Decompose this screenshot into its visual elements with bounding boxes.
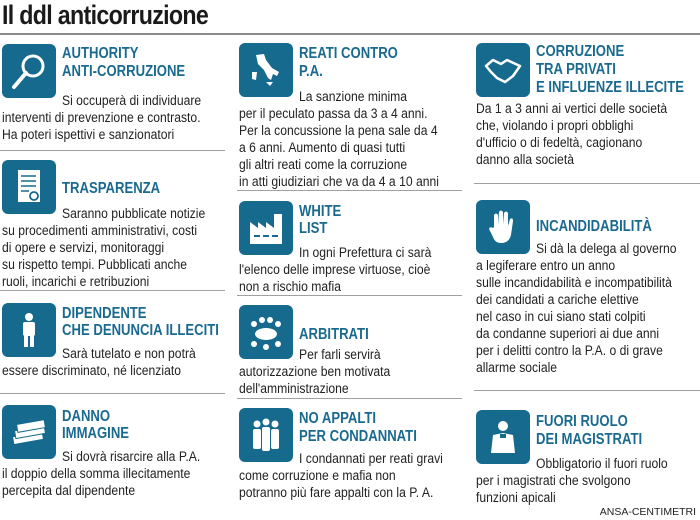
section-body-line: In ogni Prefettura ci sarà: [299, 245, 432, 260]
section-heading: REATI CONTRO: [299, 45, 398, 62]
section-body-line: essere discriminato, né licenziato: [2, 363, 181, 378]
section-body-line: da condanne superiori ai due anni: [476, 326, 660, 341]
section-body-line: Si occuperà di individuare: [62, 93, 202, 108]
section-body-line: Per la concussione la pena sale da 4: [239, 123, 438, 138]
handshake-icon: [476, 43, 530, 97]
section-divider: [0, 150, 225, 151]
section-divider: [0, 393, 225, 394]
section-heading: INCANDIDABILITÀ: [536, 218, 652, 235]
section-body-line: I condannati per reati gravi: [299, 451, 443, 466]
section-heading: DIPENDENTE: [62, 305, 147, 322]
section-body-line: Ha poteri ispettivi e sanzionatori: [2, 127, 175, 142]
title-divider: [0, 33, 700, 35]
section-heading: WHITE: [299, 203, 342, 220]
section-heading: AUTHORITY: [62, 45, 139, 62]
magistrate-icon: [476, 410, 530, 464]
section-heading: E INFLUENZE ILLECITE: [536, 79, 684, 96]
section-body-line: Sarà tutelato e non potrà: [62, 346, 196, 361]
section-body-line: Si dà la delega al governo: [536, 241, 677, 256]
section-heading: TRA PRIVATI: [536, 61, 616, 78]
section-body-line: gli altri reati come la corruzione: [239, 157, 408, 172]
section-body-line: interventi di prevenzione e contrasto.: [2, 110, 201, 125]
section-body-line: che, violando i propri obblighi: [476, 118, 634, 133]
section-heading: ARBITRATI: [299, 326, 369, 343]
section-heading: NO APPALTI: [299, 410, 377, 427]
factory-icon: [239, 201, 293, 255]
section-body-line: l'elenco delle imprese virtuose, cioè: [239, 262, 431, 277]
hand-stop-icon: [476, 200, 530, 254]
italy-map-icon: [239, 43, 293, 97]
section-body-line: La sanzione minima: [299, 89, 408, 104]
section-body-line: allarme sociale: [476, 360, 558, 375]
section-heading: P.A.: [299, 63, 323, 80]
section-body-line: funzioni apicali: [476, 490, 556, 505]
section-body-line: potranno più fare appalti con la P. A.: [239, 485, 434, 500]
section-body-line: sulle incandidabilità e incompatibilità: [476, 275, 672, 290]
person-icon: [2, 303, 56, 357]
section-body-line: Obbligatorio il fuori ruolo: [536, 456, 668, 471]
section-divider: [237, 398, 462, 399]
section-heading: FUORI RUOLO: [536, 413, 628, 430]
group-icon: [239, 408, 293, 462]
section-heading: PER CONDANNATI: [299, 428, 417, 445]
section-body-line: di opere e servizi, monitoraggi: [2, 240, 165, 255]
section-body-line: autorizzazione ben motivata: [239, 364, 391, 379]
section-body-line: su rispetto tempi. Pubblicati anche: [2, 257, 188, 272]
section-body-line: per i magistrati che svolgono: [476, 473, 631, 488]
magnifier-icon: [2, 44, 56, 98]
section-body-line: dell'amministrazione: [239, 381, 349, 396]
section-body-line: percepita dal dipendente: [2, 483, 136, 498]
credit: ANSA-CENTIMETRI: [599, 506, 696, 518]
section-divider: [237, 190, 462, 191]
section-divider: [474, 183, 700, 184]
section-body-line: nel caso in cui siano stati colpiti: [476, 309, 646, 324]
section-body-line: Per farli servirà: [299, 347, 381, 362]
section-body-line: in atti giudiziari che va da 4 a 10 anni: [239, 174, 439, 189]
section-body-line: dei candidati a cariche elettive: [476, 292, 639, 307]
section-body-line: a 6 anni. Aumento di quasi tutti: [239, 140, 406, 155]
section-heading: DANNO: [62, 408, 111, 425]
meeting-table-icon: [239, 305, 293, 359]
section-body-line: Si dovrà risarcire alla P.A.: [62, 449, 201, 464]
section-heading: CHE DENUNCIA ILLECITI: [62, 322, 219, 339]
page-title: Il ddl anticorruzione: [2, 0, 209, 30]
section-body-line: ruoli, incarichi e retribuzioni: [2, 274, 150, 289]
money-stack-icon: [2, 405, 56, 459]
section-heading: DEI MAGISTRATI: [536, 431, 643, 448]
section-body-line: d'ufficio o di fedeltà, cagionano: [476, 135, 643, 150]
section-body-line: non a rischio mafia: [239, 279, 341, 294]
section-body-line: su procedimenti amministrativi, costi: [2, 223, 198, 238]
section-heading: ANTI-CORRUZIONE: [62, 63, 186, 80]
section-body-line: a legiferare entro un anno: [476, 258, 616, 273]
section-divider: [474, 390, 700, 391]
section-heading: CORRUZIONE: [536, 43, 625, 60]
section-body-line: come corruzione e mafia non: [239, 468, 396, 483]
section-body-line: per il peculato passa da 3 a 4 anni.: [239, 106, 428, 121]
section-body-line: per i delitti contro la P.A. o di grave: [476, 343, 663, 358]
section-heading: IMMAGINE: [62, 425, 130, 442]
section-body-line: il doppio della somma illecitamente: [2, 466, 191, 481]
section-divider: [0, 290, 225, 291]
section-divider: [237, 295, 462, 296]
section-body-line: Saranno pubblicate notizie: [62, 206, 206, 221]
section-heading: TRASPARENZA: [62, 180, 161, 197]
section-body-line: danno alla società: [476, 152, 574, 167]
section-heading: LIST: [299, 220, 328, 237]
section-body-line: Da 1 a 3 anni ai vertici delle società: [476, 101, 668, 116]
document-icon: [2, 160, 56, 214]
